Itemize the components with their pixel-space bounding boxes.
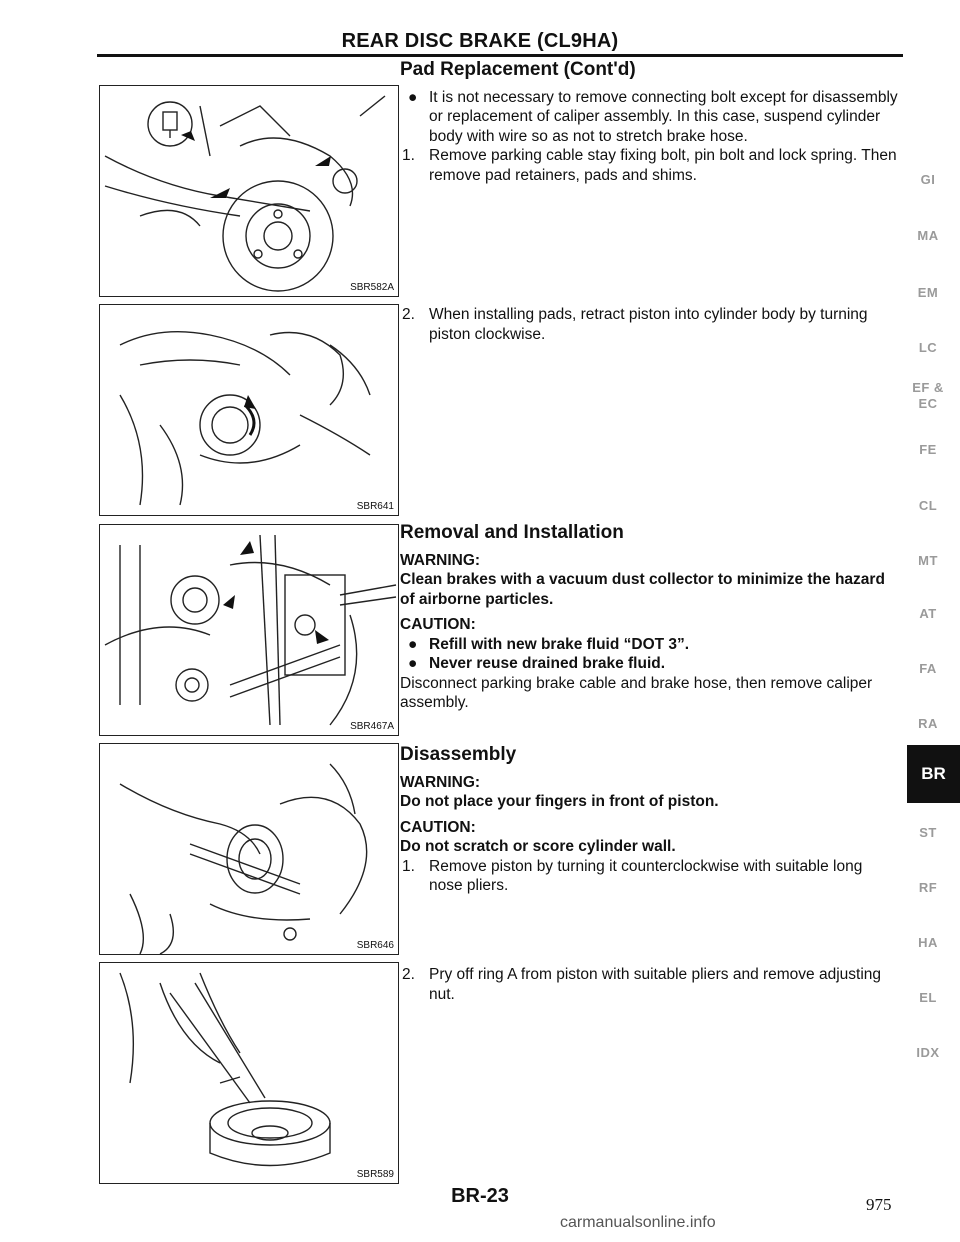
side-tab-br-active[interactable]: BR [907,745,960,803]
figure-code: SBR646 [356,940,394,951]
bullet-item: ● It is not necessary to remove connecting bolt except for disassembly or replacement of caliper assembly. In this case, suspend cylinder body with wire so as not to stretch brake hose. [408,88,898,145]
piston-retract-illustration [100,305,398,515]
page-label: BR-23 [451,1185,509,1207]
page-title: REAR DISC BRAKE (CL9HA) [341,30,619,52]
caution-text: Do not scratch or score cylinder wall. [400,838,676,855]
side-tab-ec[interactable]: EC [918,396,938,411]
figure-code: SBR589 [356,1169,394,1180]
bullet-item: ● Refill with new brake fluid “DOT 3”. [408,635,690,653]
section-title: Removal and Installation [400,522,624,543]
side-tab-mt[interactable]: MT [918,553,938,568]
side-tab-lc[interactable]: LC [918,340,938,355]
side-tab-ef[interactable]: EF & [912,380,944,395]
step-item: 2. Pry off ring A from piston with suitable pliers and remove adjusting nut. [402,966,882,1003]
side-tab-rf[interactable]: RF [918,880,938,895]
side-tab-at[interactable]: AT [919,606,937,621]
step-item: 1. Remove parking cable stay fixing bolt, pin bolt and lock spring. Then remove pad retainers, pads and shims. [402,147,897,184]
side-tab-ra[interactable]: RA [918,716,938,731]
warning-text: Do not place your fingers in front of piston. [400,793,719,810]
page-number: 975 [866,1195,892,1214]
side-tab-fe[interactable]: FE [919,442,937,457]
warning-label: WARNING: [400,551,481,569]
step-item: 1. Remove piston by turning it counterclockwise with suitable long nose pliers. [402,857,863,894]
side-tab-idx[interactable]: IDX [916,1045,940,1060]
ring-removal-pliers-illustration [100,963,398,1183]
side-tab-st[interactable]: ST [919,825,937,840]
warning-label: WARNING: [400,773,481,791]
removal-section [400,523,900,713]
section-title: Disassembly [400,744,517,765]
side-tab-gi[interactable]: GI [920,172,936,187]
bullet-item: ● Never reuse drained brake fluid. [408,655,666,672]
bullet-icon: ● [408,88,418,106]
header-rule [97,54,903,57]
figure-5 [99,962,399,1184]
disassembly-section [400,745,900,896]
figure-code: SBR467A [350,721,394,732]
bullet-icon: ● [408,655,418,672]
caliper-removal-illustration [100,525,398,735]
figure-1 [99,85,399,297]
piston-removal-pliers-illustration [100,744,398,954]
warning-text: Clean brakes with a vacuum dust collector to minimize the hazard of airborne particles. [400,571,885,608]
bullet-icon: ● [408,635,418,653]
pad-replacement-section [400,60,900,185]
figure-code: SBR641 [356,501,394,512]
section-title: Pad Replacement (Cont'd) [400,59,636,80]
side-tab-el[interactable]: EL [919,990,937,1005]
figure-4 [99,743,399,955]
side-tab-fa[interactable]: FA [919,661,937,676]
body-text: Disconnect parking brake cable and brake hose, then remove caliper assembly. [400,674,873,711]
side-tab-cl[interactable]: CL [918,498,938,513]
figure-3 [99,524,399,736]
watermark: carmanualsonline.info [560,1214,716,1231]
brake-caliper-overview-illustration [100,86,398,296]
side-tab-ma[interactable]: MA [917,228,939,243]
figure-code: SBR582A [350,282,394,293]
caution-label: CAUTION: [400,818,476,836]
caution-label: CAUTION: [400,616,476,633]
disassembly-step-2 [400,965,900,1004]
side-tab-em[interactable]: EM [917,285,939,300]
side-tab-ha[interactable]: HA [918,935,938,950]
figure-2 [99,304,399,516]
pad-replacement-step-2 [400,305,900,344]
step-item: 2. When installing pads, retract piston into cylinder body by turning piston clockwise. [402,306,868,343]
